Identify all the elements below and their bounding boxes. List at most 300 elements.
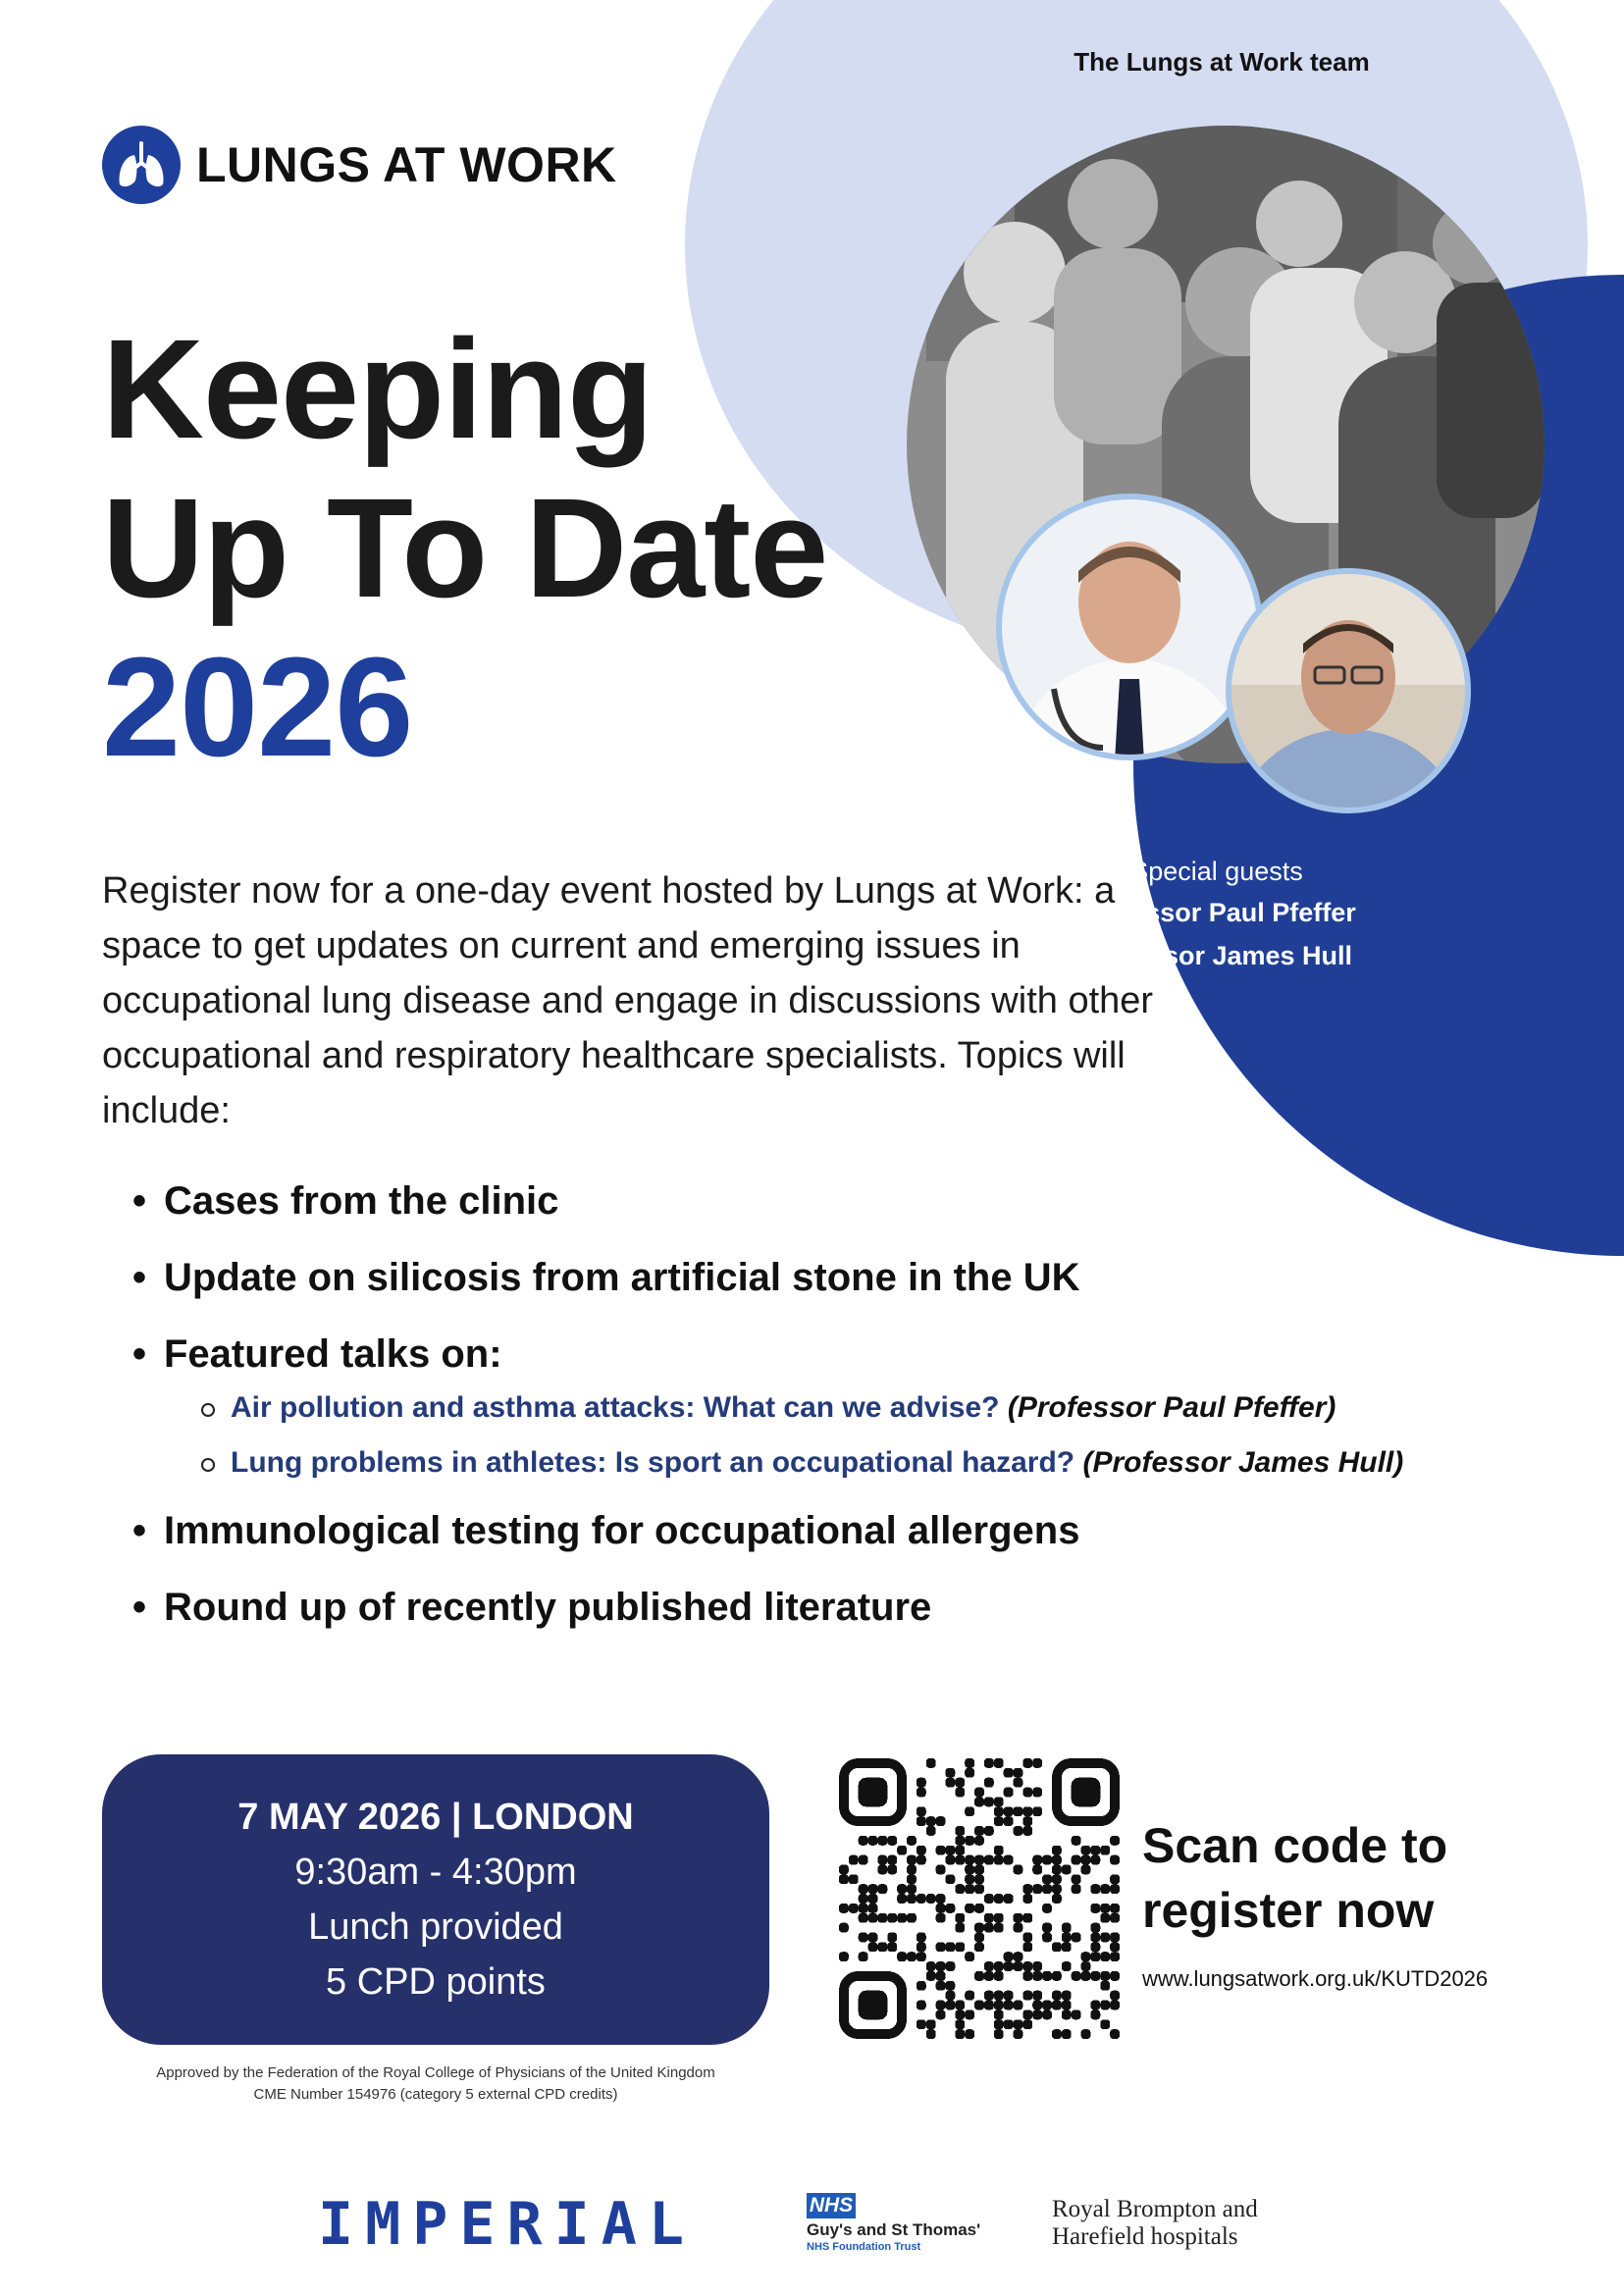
event-date-location: 7 MAY 2026 | LONDON (237, 1797, 634, 1838)
qr-module (965, 1864, 974, 1874)
qr-module (1042, 1904, 1052, 1913)
qr-module (1100, 1971, 1110, 1981)
qr-module (1072, 1874, 1081, 1884)
guest-name: Professor James Hull (1080, 941, 1353, 970)
qr-module (887, 1913, 897, 1923)
qr-module (1110, 1942, 1120, 1952)
qr-module (965, 1758, 974, 1768)
register-url-link[interactable]: www.lungsatwork.org.uk/KUTD2026 (1142, 1966, 1489, 1991)
qr-module (907, 1894, 917, 1904)
qr-module (974, 1971, 984, 1981)
qr-module (994, 1816, 1004, 1826)
qr-module (1032, 2001, 1042, 2010)
qr-module (1081, 1961, 1091, 1971)
qr-module (917, 2001, 926, 2010)
qr-module (1014, 1826, 1023, 1836)
approval-line: CME Number 154976 (category 5 external CPD credits) (253, 2086, 618, 2103)
qr-module (1004, 1768, 1014, 1778)
qr-module (1090, 1904, 1100, 1913)
qr-module (994, 1961, 1004, 1971)
qr-module (839, 1874, 849, 1884)
nhs-trust-subtitle: NHS Foundation Trust (807, 2241, 921, 2253)
qr-module (1100, 1846, 1110, 1855)
qr-module (1052, 2001, 1062, 2010)
qr-module (859, 1904, 868, 1913)
title-year: 2026 (102, 628, 413, 786)
qr-module (1100, 1952, 1110, 1961)
qr-module (1014, 1806, 1023, 1816)
qr-module (945, 1768, 955, 1778)
qr-module (965, 1768, 974, 1778)
qr-module (1032, 2009, 1042, 2019)
qr-module (868, 1894, 878, 1904)
qr-module (1032, 1991, 1042, 2001)
logo-text: LUNGS AT WORK (196, 137, 617, 192)
qr-module (1004, 1952, 1014, 1961)
qr-module (907, 1864, 917, 1874)
qr-module (945, 1904, 955, 1913)
qr-module (945, 1778, 955, 1788)
topic-item: • Cases from the clinic (132, 1174, 1526, 1228)
qr-module (965, 1855, 974, 1865)
qr-module (897, 1913, 907, 1923)
qr-module (1110, 1991, 1120, 2001)
qr-module (926, 1758, 936, 1768)
qr-module (907, 1874, 917, 1884)
nhs-logo: NHS (807, 2193, 856, 2218)
qr-module (984, 1894, 994, 1904)
qr-module (994, 1797, 1004, 1806)
qr-module (868, 1884, 878, 1894)
qr-module (974, 1797, 984, 1806)
event-cpd: 5 CPD points (326, 1961, 546, 2003)
qr-module (907, 1952, 917, 1961)
qr-module (994, 1991, 1004, 2001)
qr-module (994, 2029, 1004, 2039)
qr-module (849, 1855, 859, 1865)
qr-module (839, 1864, 849, 1874)
qr-module (1032, 1855, 1042, 1865)
qr-module (955, 2001, 965, 2010)
qr-module (1022, 1884, 1032, 1894)
qr-module (917, 1806, 926, 1816)
qr-module (994, 1913, 1004, 1923)
qr-module (1022, 1806, 1032, 1816)
qr-module (1062, 1961, 1072, 1971)
qr-module (974, 1836, 984, 1846)
qr-module (917, 1778, 926, 1788)
qr-module (917, 1894, 926, 1904)
special-guests-label: Special guests (1130, 857, 1303, 886)
talk-title: Lung problems in athletes: Is sport an occupational hazard? (231, 1446, 1075, 1479)
qr-module (1081, 1864, 1091, 1874)
talk-title: Air pollution and asthma attacks: What can we advise? (231, 1391, 1000, 1424)
qr-module (897, 1894, 907, 1904)
qr-module (1072, 1884, 1081, 1894)
scan-line: Scan code to (1142, 1818, 1448, 1873)
qr-module (1042, 1933, 1052, 1943)
qr-module (936, 1961, 946, 1971)
event-details-box (102, 1754, 769, 2045)
qr-module (984, 1797, 994, 1806)
scan-to-register (1142, 1813, 1447, 1943)
qr-module (955, 2009, 965, 2019)
qr-module (1100, 2019, 1110, 2029)
qr-module (945, 1846, 955, 1855)
qr-module (1090, 2001, 1100, 2010)
qr-module (1062, 2029, 1072, 2039)
qr-module (945, 1942, 955, 1952)
qr-module (1062, 1942, 1072, 1952)
qr-module (955, 2019, 965, 2029)
qr-module (1032, 1758, 1042, 1768)
qr-module (917, 1952, 926, 1961)
qr-module (1032, 1806, 1042, 1816)
qr-module (945, 1991, 955, 2001)
qr-module (984, 2001, 994, 2010)
guest-name: Professor Paul Pfeffer (1077, 898, 1356, 927)
qr-module (965, 2029, 974, 2039)
qr-module (955, 1855, 965, 1865)
qr-module (1052, 1874, 1062, 1884)
guest-photo-pfeffer (995, 493, 1264, 761)
qr-module (859, 1855, 868, 1865)
qr-module (839, 1923, 849, 1933)
qr-module (1110, 2001, 1120, 2010)
qr-module (849, 1904, 859, 1913)
qr-module (1090, 1846, 1100, 1855)
qr-module (974, 1874, 984, 1884)
qr-module (974, 1904, 984, 1913)
topic-item-featured (132, 1327, 1526, 1482)
qr-module (917, 1981, 926, 1991)
qr-module (965, 1806, 974, 1816)
qr-module (1004, 1806, 1014, 1816)
qr-module (1072, 1933, 1081, 1943)
qr-module (936, 1971, 946, 1981)
qr-module (994, 1894, 1004, 1904)
qr-module (936, 1942, 946, 1952)
qr-module (1022, 1758, 1032, 1768)
qr-module (1032, 1864, 1042, 1874)
rbh-line: Harefield hospitals (1052, 2223, 1238, 2250)
qr-module (1022, 2019, 1032, 2029)
qr-module (1100, 1884, 1110, 1894)
qr-module (1062, 2001, 1072, 2010)
qr-module (965, 1952, 974, 1961)
qr-module (1062, 2009, 1072, 2019)
qr-module (994, 2009, 1004, 2019)
qr-module (1022, 1971, 1032, 1981)
qr-module (1072, 1855, 1081, 1865)
talk-speaker: (Professor James Hull) (1082, 1446, 1404, 1479)
qr-module (1032, 1788, 1042, 1798)
qr-module (887, 1836, 897, 1846)
qr-module (1100, 1933, 1110, 1943)
qr-module (1052, 1991, 1062, 2001)
qr-module (965, 1904, 974, 1913)
qr-module (1014, 1778, 1023, 1788)
qr-module (936, 1981, 946, 1991)
qr-module (887, 1864, 897, 1874)
royal-brompton-logo (1052, 2196, 1258, 2251)
qr-module (907, 1913, 917, 1923)
qr-module (1004, 1816, 1014, 1826)
qr-module (994, 1758, 1004, 1768)
qr-module (1052, 1894, 1062, 1904)
qr-module (984, 1913, 994, 1923)
qr-module (1004, 2019, 1014, 2029)
qr-module (926, 1971, 936, 1981)
qr-module (1014, 1768, 1023, 1778)
qr-module (974, 1788, 984, 1798)
qr-module (974, 1864, 984, 1874)
qr-module (955, 1778, 965, 1788)
qr-module (1062, 1864, 1072, 1874)
intro-paragraph: Register now for a one-day event hosted by Lungs at Work: a space to get updates on current and emerging issues in occupational lung disease and engage in discussions with other occupational and respiratory healthcare specialists. Topics will include: (102, 870, 1154, 1131)
qr-module (1100, 1913, 1110, 1923)
qr-module (868, 1913, 878, 1923)
qr-module (1110, 1913, 1120, 1923)
team-photo-label: The Lungs at Work team (1074, 47, 1370, 77)
topic-item: • Immunological testing for occupational allergens (132, 1503, 1526, 1558)
qr-module (926, 2019, 936, 2029)
qr-module (965, 1874, 974, 1884)
qr-module (965, 1836, 974, 1846)
qr-module (1022, 1991, 1032, 2001)
title-line-2: Up To Date (102, 469, 828, 627)
qr-module (1072, 1836, 1081, 1846)
qr-module (974, 1933, 984, 1943)
qr-module (917, 1816, 926, 1826)
qr-module (877, 1942, 887, 1952)
qr-module (887, 1942, 897, 1952)
qr-module (1110, 1971, 1120, 1981)
qr-module (877, 1913, 887, 1923)
qr-module (1052, 1971, 1062, 1981)
lungs-at-work-logo (102, 126, 617, 204)
qr-module (994, 1855, 1004, 1865)
qr-module (1032, 1971, 1042, 1981)
qr-module (984, 1826, 994, 1836)
qr-module (1004, 2001, 1014, 2010)
qr-module (877, 1884, 887, 1894)
qr-module (907, 1884, 917, 1894)
topic-label: Featured talks on: (164, 1332, 502, 1376)
qr-module (955, 1836, 965, 1846)
topics-list (132, 1174, 1526, 1656)
qr-module (1004, 1961, 1014, 1971)
qr-module (887, 1855, 897, 1865)
qr-module (859, 1933, 868, 1943)
qr-module (1014, 1864, 1023, 1874)
featured-talks-list (201, 1389, 1526, 1482)
qr-module (1090, 1855, 1100, 1865)
qr-module (1022, 1913, 1032, 1923)
qr-module (1052, 1864, 1062, 1874)
qr-module (859, 1836, 868, 1846)
qr-module (1090, 1971, 1100, 1981)
qr-module (1014, 2001, 1023, 2010)
qr-module (926, 2029, 936, 2039)
qr-module (868, 1836, 878, 1846)
topic-item: • Round up of recently published literature (132, 1580, 1526, 1635)
qr-module (1110, 1836, 1120, 1846)
qr-module (965, 2009, 974, 2019)
qr-module (1052, 1855, 1062, 1865)
qr-module (1004, 1855, 1014, 1865)
qr-module (859, 1913, 868, 1923)
qr-module (897, 1952, 907, 1961)
qr-module (984, 1758, 994, 1768)
qr-module (1110, 1884, 1120, 1894)
qr-module (1090, 1952, 1100, 1961)
qr-module (1110, 1933, 1120, 1943)
qr-module (1100, 1904, 1110, 1913)
qr-module (936, 1816, 946, 1826)
qr-module (1110, 1855, 1120, 1865)
qr-module (1090, 1884, 1100, 1894)
qr-module (936, 1846, 946, 1855)
qr-module (926, 1894, 936, 1904)
qr-module (897, 1846, 907, 1855)
qr-module (984, 1923, 994, 1933)
qr-module (1014, 2029, 1023, 2039)
qr-module (868, 1904, 878, 1913)
qr-module (917, 1788, 926, 1798)
qr-module (1090, 1933, 1100, 1943)
qr-module (1090, 2009, 1100, 2019)
qr-module (984, 1991, 994, 2001)
qr-module (1022, 1933, 1032, 1943)
qr-module (1022, 1788, 1032, 1798)
qr-module (1032, 1884, 1042, 1894)
qr-module (1004, 1788, 1014, 1798)
qr-module (877, 1855, 887, 1865)
qr-module (984, 1971, 994, 1981)
qr-module (1004, 1991, 1014, 2001)
event-title (102, 310, 827, 787)
qr-module (1052, 2029, 1062, 2039)
qr-module (1072, 1971, 1081, 1981)
qr-module (1090, 1942, 1100, 1952)
qr-module (974, 1884, 984, 1894)
qr-module (926, 1826, 936, 1836)
scan-line: register now (1142, 1883, 1435, 1938)
qr-module (936, 1894, 946, 1904)
qr-module (1022, 1961, 1032, 1971)
qr-module (887, 1933, 897, 1943)
qr-module (1081, 2029, 1091, 2039)
featured-talk-item (201, 1389, 1526, 1427)
qr-module (839, 1952, 849, 1961)
qr-module (984, 1778, 994, 1788)
qr-module (936, 1904, 946, 1913)
qr-module (974, 2001, 984, 2010)
qr-module (1052, 1846, 1062, 1855)
qr-module (945, 1981, 955, 1991)
qr-module (1022, 1816, 1032, 1826)
qr-module (1081, 1855, 1091, 1865)
qr-module (984, 1961, 994, 1971)
qr-module (897, 1884, 907, 1894)
qr-module (1042, 1923, 1052, 1933)
qr-module (974, 1942, 984, 1952)
qr-module (1110, 1904, 1120, 1913)
qr-module (868, 1942, 878, 1952)
qr-module (1042, 1884, 1052, 1894)
qr-module (859, 1894, 868, 1904)
qr-module (1062, 1933, 1072, 1943)
qr-module (1042, 2001, 1052, 2010)
qr-module (955, 1913, 965, 1923)
qr-module (1081, 1952, 1091, 1961)
qr-module (955, 1923, 965, 1933)
qr-module (1042, 1874, 1052, 1884)
qr-module (1062, 1991, 1072, 2001)
qr-module (1022, 2009, 1032, 2019)
qr-module (965, 1991, 974, 2001)
qr-module (945, 1874, 955, 1884)
qr-module (907, 1836, 917, 1846)
qr-code[interactable] (839, 1758, 1120, 2039)
qr-module (1110, 1952, 1120, 1961)
qr-module (1014, 1923, 1023, 1933)
talk-speaker: (Professor Paul Pfeffer) (1007, 1391, 1336, 1424)
qr-module (1042, 1855, 1052, 1865)
qr-module (974, 1855, 984, 1865)
event-time: 9:30am - 4:30pm (294, 1852, 577, 1893)
qr-module (1052, 1884, 1062, 1894)
qr-module (974, 1923, 984, 1933)
qr-module (955, 1884, 965, 1894)
qr-module (917, 2019, 926, 2029)
qr-module (877, 1836, 887, 1846)
qr-module (1052, 1942, 1062, 1952)
qr-module (1014, 2019, 1023, 2029)
qr-module (994, 1923, 1004, 1933)
qr-module (917, 1942, 926, 1952)
qr-module (1090, 1923, 1100, 1933)
rbh-line: Royal Brompton and (1052, 2196, 1258, 2222)
qr-module (945, 1855, 955, 1865)
qr-module (965, 1884, 974, 1894)
qr-module (936, 2009, 946, 2019)
qr-module (1081, 1846, 1091, 1855)
qr-module (917, 1933, 926, 1943)
qr-module (1022, 1894, 1032, 1904)
qr-module (1042, 2009, 1052, 2019)
approval-line: Approved by the Federation of the Royal College of Physicians of the United Kingdom (156, 2064, 715, 2081)
qr-module (936, 1864, 946, 1874)
qr-module (1042, 1971, 1052, 1981)
qr-module (1032, 1961, 1042, 1971)
qr-module (945, 1961, 955, 1971)
qr-module (926, 1816, 936, 1826)
qr-module (1072, 2009, 1081, 2019)
qr-module (877, 1864, 887, 1874)
qr-module (1014, 1961, 1023, 1971)
lungs-icon (102, 126, 181, 204)
qr-module (868, 1933, 878, 1943)
qr-module (955, 2029, 965, 2039)
qr-module (945, 2001, 955, 2010)
qr-module (1062, 1923, 1072, 1933)
qr-module (1022, 1826, 1032, 1836)
qr-module (907, 1855, 917, 1865)
qr-module (1110, 2029, 1120, 2039)
qr-module (955, 1846, 965, 1855)
